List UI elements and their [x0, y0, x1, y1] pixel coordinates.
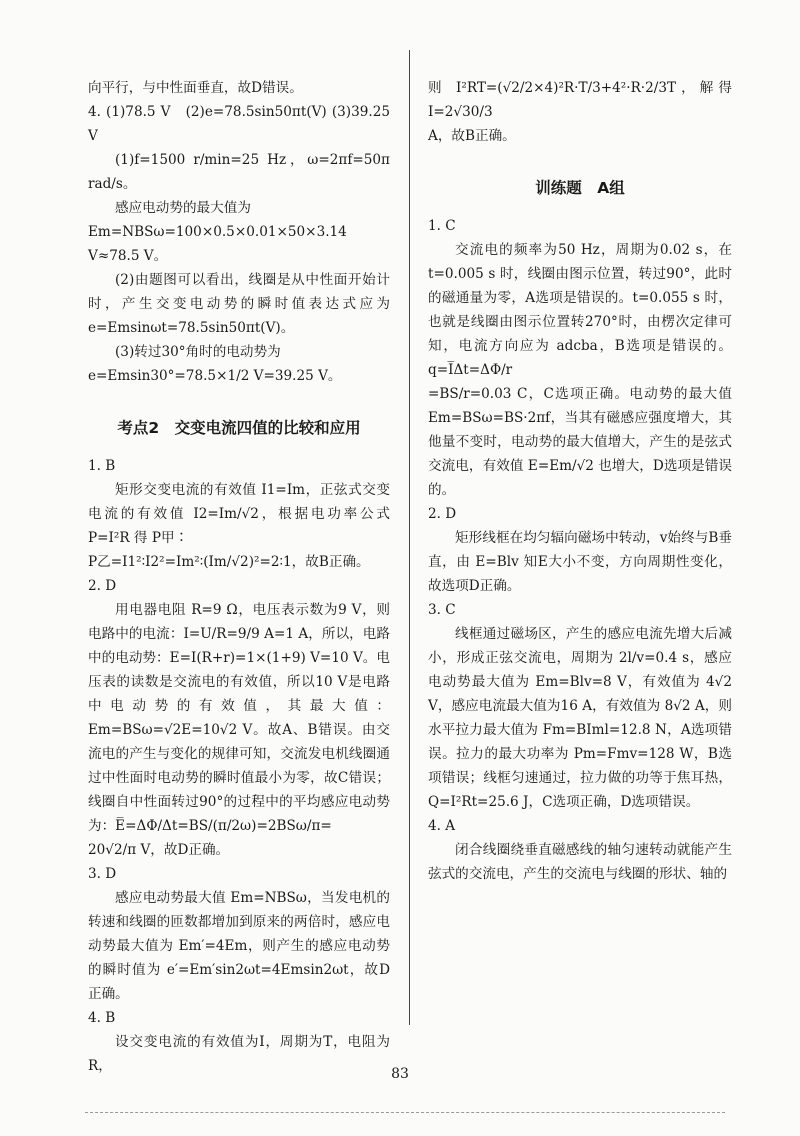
column-divider	[409, 50, 410, 1025]
equation: P乙=I1²∶I2²=Im²∶(Im/√2)²=2∶1，故B正确。	[88, 554, 370, 570]
equation: Em=NBSω=100×0.5×0.01×50×3.14 V≈78.5 V。	[88, 224, 347, 264]
paragraph: (3)转过30°角时的电动势为	[115, 344, 281, 360]
paragraph: (2)由题图可以看出，线圈是从中性面开始计时，产生交变电动势的瞬时值表达式应为 e=Emsinωt=78.5sin50πt(V)。	[88, 272, 390, 336]
answer-4: 4. B	[88, 1010, 116, 1026]
page-number: 83	[391, 1066, 409, 1082]
answer-4: 4. A	[428, 818, 456, 834]
text-line: 向平行，与中性面垂直，故D错误。	[88, 80, 303, 96]
equation: e=Emsin30°=78.5×1/2 V=39.25 V。	[88, 368, 342, 384]
text-line: A，故B正确。	[428, 128, 516, 144]
left-column	[88, 76, 390, 1078]
paragraph: =BS/r=0.03 C，C选项正确。电动势的最大值 Em=BSω=BS·2πf，当其有磁感应强度增大，其他量不变时，电动势的最大值增大，产生的是弦式交流电，有效值 E=Em/√2 也增大，D选项是错误的。	[428, 386, 732, 498]
answer-2: 2. D	[88, 578, 117, 594]
paragraph: 矩形交变电流的有效值 I1=Im，正弦式交变电流的有效值 I2=Im/√2，根据电功率公式 P=I²R 得 P甲∶	[88, 482, 390, 546]
paragraph: 设交变电流的有效值为I，周期为T，电阻为R，	[88, 1034, 390, 1074]
paragraph: 用电器电阻 R=9 Ω，电压表示数为9 V，则电路中的电流：I=U/R=9/9 A=1 A，所以，电路中的电动势：E=I(R+r)=1×(1+9) V=10 V。电压表的读数是交流电的有效值，所以10 V是电路中电动势的有效值，其最大值：Em=BSω=√2E=10√2 V。故A、B错误。由交流电的产生与变化的规律可知，交流发电机线圈通过中性面时电动势的瞬时值最小为零，故C错误；线圈自中性面转过90°的过程中的平均感应电动势为：E̅=ΔΦ/Δt=BS/(π/2ω)=2BSω/π=	[88, 602, 390, 834]
paragraph: 感应电动势的最大值为	[115, 200, 251, 216]
answer-1: 1. B	[88, 458, 116, 474]
section-heading: 训练题 A组	[535, 179, 625, 197]
equation: 则 I²RT=(√2/2×4)²R·T/3+4²·R·2/3T，解得 I=2√30/3	[428, 80, 732, 120]
paragraph: 感应电动势最大值 Em=NBSω，当发电机的转速和线圈的匝数都增加到原来的两倍时，感应电动势最大值为 Em′=4Em，则产生的感应电动势的瞬时值为 e′=Em′sin2ωt=4Emsin2ωt，故D正确。	[88, 890, 390, 1002]
answer-2: 2. D	[428, 506, 457, 522]
answer-4: 4. (1)78.5 V (2)e=78.5sin50πt(V) (3)39.25 V	[88, 104, 390, 144]
equation: 20√2/π V，故D正确。	[88, 842, 230, 858]
right-column	[428, 76, 732, 886]
section-heading: 考点2 交变电流四值的比较和应用	[117, 419, 361, 437]
footer-rule	[85, 1112, 725, 1113]
answer-1: 1. C	[428, 218, 456, 234]
answer-3: 3. D	[88, 866, 117, 882]
paragraph: 矩形线框在均匀辐向磁场中转动，v始终与B垂直，由 E=Blv 知E大小不变，方向周期性变化，故选项D正确。	[428, 530, 732, 594]
paragraph: 闭合线圈绕垂直磁感线的轴匀速转动就能产生弦式的交流电，产生的交流电与线圈的形状、轴的	[428, 842, 732, 882]
paragraph: 交流电的频率为50 Hz，周期为0.02 s，在 t=0.005 s 时，线圈由图示位置，转过90°，此时的磁通量为零，A选项是错误的。t=0.055 s 时，也就是线圈由图示位置转270°时，由楞次定律可知，电流方向应为 adcba，B选项是错误的。q=I̅Δt=ΔΦ/r	[428, 242, 732, 378]
paragraph: (1)f=1500 r/min=25 Hz，ω=2πf=50π rad/s。	[88, 152, 390, 192]
answer-3: 3. C	[428, 602, 456, 618]
paragraph: 线框通过磁场区，产生的感应电流先增大后减小，形成正弦交流电，周期为 2l/v=0.4 s，感应电动势最大值为 Em=Blv=8 V，有效值为 4√2 V，感应电流最大值为16 A，有效值为 8√2 A，则水平拉力最大值为 Fm=BIml=12.8 N，A选项错误。拉力的最大功率为 Pm=Fmv=128 W，B选项错误；线框匀速通过，拉力做的功等于焦耳热，Q=I²Rt=25.6 J，C选项正确，D选项错误。	[428, 626, 732, 810]
